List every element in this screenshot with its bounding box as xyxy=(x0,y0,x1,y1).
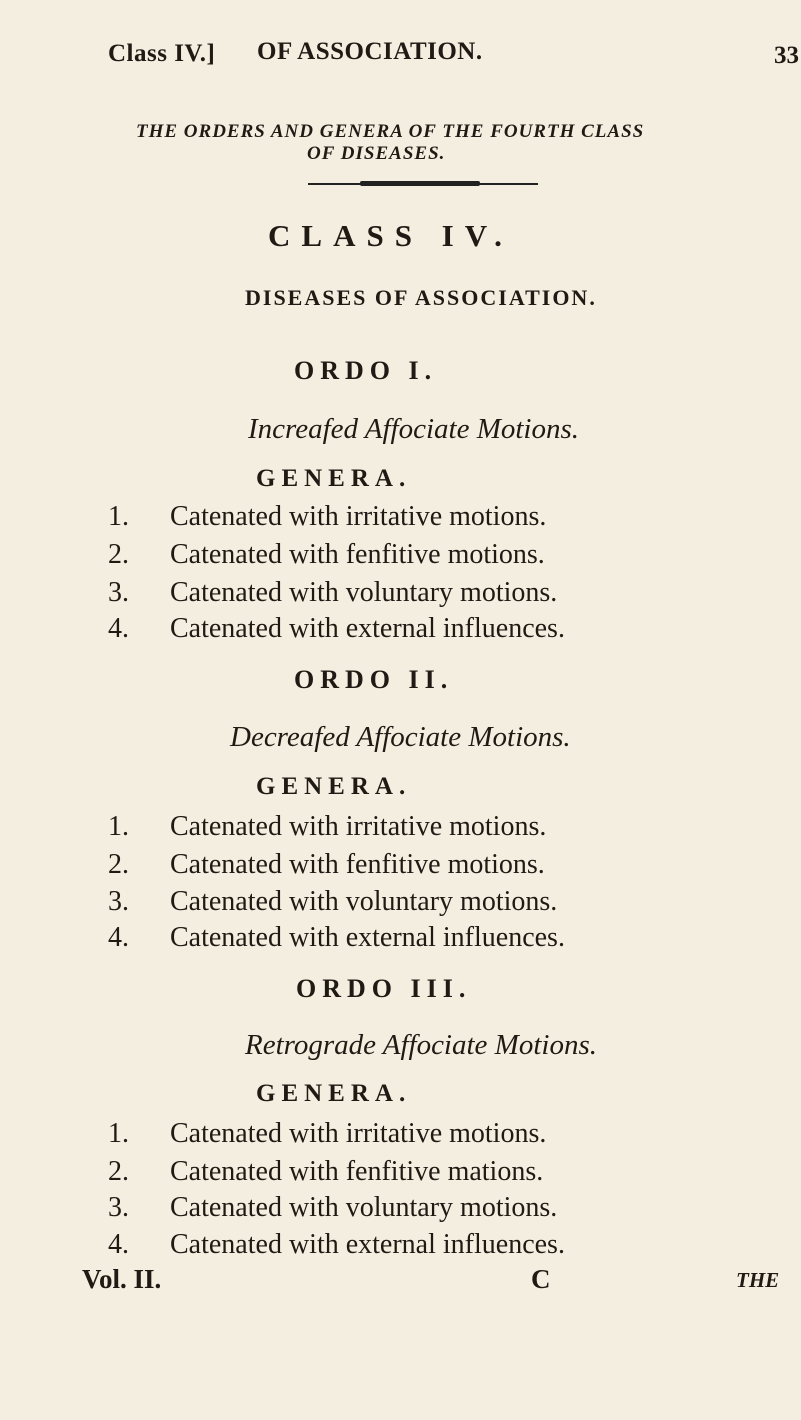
order-heading: ORDO II. xyxy=(294,665,454,694)
item-number: 3. xyxy=(108,1192,129,1223)
list-item xyxy=(108,1229,565,1261)
page-number: 33 xyxy=(774,42,799,69)
running-head-title: OF ASSOCIATION. xyxy=(257,38,483,65)
list-item xyxy=(108,577,557,609)
item-text: Catenated with voluntary motions. xyxy=(170,886,558,917)
catchword: THE xyxy=(736,1268,780,1292)
list-item xyxy=(108,886,557,918)
item-text: Catenated with fenfitive motions. xyxy=(170,539,545,570)
item-number: 1. xyxy=(108,1118,129,1149)
list-item xyxy=(108,1118,546,1150)
genera-label: GENERA. xyxy=(256,773,412,800)
item-text: Catenated with external influences. xyxy=(170,613,565,644)
list-item xyxy=(108,922,565,954)
item-text: Catenated with voluntary motions. xyxy=(170,577,558,608)
signature-mark: C xyxy=(531,1264,551,1294)
list-item xyxy=(108,613,565,645)
list-item xyxy=(108,849,545,881)
running-head-class: Class IV.] xyxy=(108,40,216,67)
item-text: Catenated with irritative motions. xyxy=(170,811,547,842)
item-number: 3. xyxy=(108,886,129,917)
page-title-line1: THE ORDERS AND GENERA OF THE FOURTH CLASS xyxy=(136,121,645,142)
item-number: 4. xyxy=(108,1229,129,1260)
order-subtitle: Increafed Affociate Motions. xyxy=(248,413,580,445)
order-subtitle: Decreafed Affociate Motions. xyxy=(230,721,571,753)
genera-label: GENERA. xyxy=(256,1080,412,1107)
item-text: Catenated with fenfitive motions. xyxy=(170,849,545,880)
item-number: 1. xyxy=(108,811,129,842)
volume-number: Vol. II. xyxy=(82,1264,162,1294)
order-heading: ORDO III. xyxy=(296,974,472,1003)
item-text: Catenated with irritative motions. xyxy=(170,501,547,532)
list-item xyxy=(108,539,545,571)
class-heading: CLASS IV. xyxy=(268,218,513,253)
item-text: Catenated with fenfitive mations. xyxy=(170,1156,544,1187)
item-number: 4. xyxy=(108,922,129,953)
order-subtitle: Retrograde Affociate Motions. xyxy=(245,1029,597,1061)
item-text: Catenated with irritative motions. xyxy=(170,1118,547,1149)
genera-label: GENERA. xyxy=(256,465,412,492)
list-item xyxy=(108,1192,557,1224)
list-item xyxy=(108,1156,543,1188)
item-text: Catenated with external influences. xyxy=(170,922,565,953)
item-text: Catenated with external influences. xyxy=(170,1229,565,1260)
item-number: 2. xyxy=(108,1156,129,1187)
item-number: 2. xyxy=(108,539,129,570)
list-item xyxy=(108,501,546,533)
list-item xyxy=(108,811,546,843)
order-heading: ORDO I. xyxy=(294,356,438,385)
item-number: 3. xyxy=(108,577,129,608)
item-number: 2. xyxy=(108,849,129,880)
item-number: 4. xyxy=(108,613,129,644)
page-title-line2: OF DISEASES. xyxy=(307,143,446,164)
divider-rule-center xyxy=(360,181,480,186)
item-text: Catenated with voluntary motions. xyxy=(170,1192,558,1223)
class-subheading: DISEASES OF ASSOCIATION. xyxy=(245,285,597,310)
item-number: 1. xyxy=(108,501,129,532)
